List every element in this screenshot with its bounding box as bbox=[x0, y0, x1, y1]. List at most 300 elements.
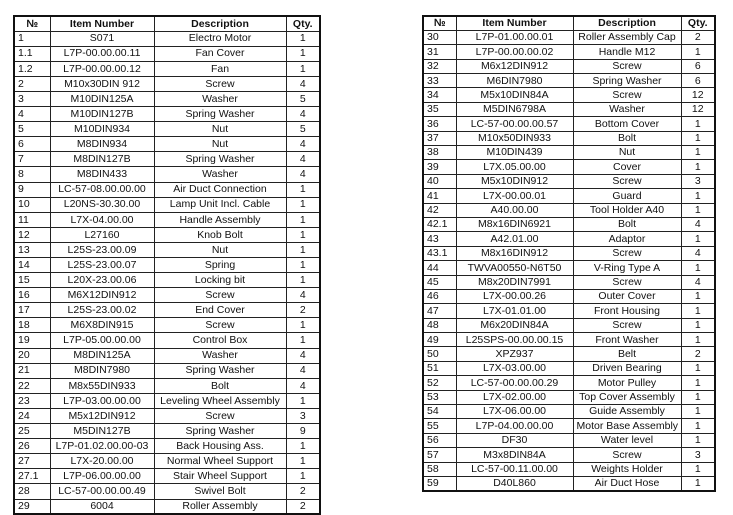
cell-item-number: M8x16DIN6921 bbox=[456, 217, 573, 231]
cell-item-number: L7P-00.00.00.12 bbox=[50, 61, 154, 76]
cell-item-number: L25S-23.00.02 bbox=[50, 303, 154, 318]
cell-no: 33 bbox=[423, 74, 456, 88]
cell-description: Weights Holder bbox=[573, 462, 681, 476]
cell-description: Roller Assembly bbox=[154, 499, 286, 514]
cell-no: 58 bbox=[423, 462, 456, 476]
cell-item-number: LC-57-00.00.00.49 bbox=[50, 484, 154, 499]
cell-qty: 1 bbox=[681, 45, 715, 59]
cell-qty: 1 bbox=[286, 227, 320, 242]
table-row bbox=[14, 258, 320, 273]
table-row bbox=[423, 217, 715, 231]
cell-no: 26 bbox=[14, 439, 50, 454]
cell-description: Back Housing Ass. bbox=[154, 439, 286, 454]
cell-description: Spring Washer bbox=[154, 152, 286, 167]
cell-item-number: L7X-01.01.00 bbox=[456, 304, 573, 318]
cell-description: Spring Washer bbox=[154, 107, 286, 122]
cell-description: Roller Assembly Cap bbox=[573, 30, 681, 44]
header-qty: Qty. bbox=[286, 16, 320, 31]
cell-qty: 3 bbox=[681, 174, 715, 188]
cell-no: 49 bbox=[423, 333, 456, 347]
cell-qty: 1 bbox=[286, 212, 320, 227]
cell-qty: 4 bbox=[286, 378, 320, 393]
table-row bbox=[423, 419, 715, 433]
table-row bbox=[423, 261, 715, 275]
cell-qty: 1 bbox=[681, 419, 715, 433]
cell-item-number: M10x30DIN 912 bbox=[50, 76, 154, 91]
table-row bbox=[14, 318, 320, 333]
cell-description: Screw bbox=[154, 318, 286, 333]
table-row bbox=[14, 61, 320, 76]
cell-item-number: L20X-23.00.06 bbox=[50, 273, 154, 288]
cell-description: End Cover bbox=[154, 303, 286, 318]
cell-item-number: L7P-00.00.00.11 bbox=[50, 46, 154, 61]
table-row bbox=[14, 91, 320, 106]
cell-description: Washer bbox=[573, 102, 681, 116]
cell-item-number: L7P-04.00.00.00 bbox=[456, 419, 573, 433]
cell-item-number: DF30 bbox=[456, 433, 573, 447]
table-row bbox=[423, 347, 715, 361]
cell-description: Cover bbox=[573, 160, 681, 174]
cell-item-number: M8x55DIN933 bbox=[50, 378, 154, 393]
cell-no: 8 bbox=[14, 167, 50, 182]
cell-qty: 1 bbox=[681, 462, 715, 476]
cell-item-number: A42.01.00 bbox=[456, 232, 573, 246]
cell-no: 42.1 bbox=[423, 217, 456, 231]
cell-description: Control Box bbox=[154, 333, 286, 348]
cell-description: Screw bbox=[573, 275, 681, 289]
cell-description: Driven Bearing bbox=[573, 361, 681, 375]
cell-qty: 1 bbox=[681, 160, 715, 174]
table-row bbox=[423, 59, 715, 73]
cell-item-number: M8x20DIN7991 bbox=[456, 275, 573, 289]
cell-item-number: L7X-20.00.00 bbox=[50, 454, 154, 469]
table-row bbox=[14, 348, 320, 363]
cell-no: 16 bbox=[14, 288, 50, 303]
cell-no: 43.1 bbox=[423, 246, 456, 260]
cell-description: Washer bbox=[154, 91, 286, 106]
cell-no: 22 bbox=[14, 378, 50, 393]
header-item-number: Item Number bbox=[50, 16, 154, 31]
cell-qty: 1 bbox=[681, 232, 715, 246]
cell-description: Air Duct Hose bbox=[573, 477, 681, 491]
cell-no: 52 bbox=[423, 376, 456, 390]
cell-description: Lamp Unit Incl. Cable bbox=[154, 197, 286, 212]
cell-qty: 4 bbox=[286, 363, 320, 378]
table-row bbox=[423, 88, 715, 102]
cell-description: Spring bbox=[154, 258, 286, 273]
cell-description: Swivel Bolt bbox=[154, 484, 286, 499]
cell-qty: 4 bbox=[286, 348, 320, 363]
header-no: № bbox=[423, 16, 456, 30]
cell-no: 27 bbox=[14, 454, 50, 469]
table-row bbox=[14, 197, 320, 212]
table-row bbox=[14, 242, 320, 257]
cell-item-number: M10DIN934 bbox=[50, 122, 154, 137]
header-description: Description bbox=[573, 16, 681, 30]
cell-no: 48 bbox=[423, 318, 456, 332]
cell-no: 34 bbox=[423, 88, 456, 102]
cell-qty: 1 bbox=[286, 46, 320, 61]
cell-no: 42 bbox=[423, 203, 456, 217]
cell-qty: 1 bbox=[286, 318, 320, 333]
cell-no: 21 bbox=[14, 363, 50, 378]
table-row bbox=[423, 45, 715, 59]
cell-no: 9 bbox=[14, 182, 50, 197]
cell-description: Screw bbox=[154, 408, 286, 423]
cell-qty: 6 bbox=[681, 59, 715, 73]
cell-item-number: L7X-04.00.00 bbox=[50, 212, 154, 227]
cell-no: 12 bbox=[14, 227, 50, 242]
cell-no: 30 bbox=[423, 30, 456, 44]
cell-qty: 1 bbox=[286, 439, 320, 454]
cell-qty: 1 bbox=[681, 289, 715, 303]
cell-qty: 1 bbox=[681, 203, 715, 217]
cell-qty: 1 bbox=[286, 197, 320, 212]
cell-no: 55 bbox=[423, 419, 456, 433]
table-row bbox=[14, 273, 320, 288]
cell-item-number: XPZ937 bbox=[456, 347, 573, 361]
cell-no: 45 bbox=[423, 275, 456, 289]
cell-description: Knob Bolt bbox=[154, 227, 286, 242]
cell-no: 17 bbox=[14, 303, 50, 318]
table-row bbox=[423, 361, 715, 375]
cell-no: 18 bbox=[14, 318, 50, 333]
cell-qty: 1 bbox=[681, 361, 715, 375]
cell-description: Top Cover Assembly bbox=[573, 390, 681, 404]
cell-item-number: M6X8DIN915 bbox=[50, 318, 154, 333]
cell-no: 7 bbox=[14, 152, 50, 167]
cell-no: 13 bbox=[14, 242, 50, 257]
cell-description: Handle M12 bbox=[573, 45, 681, 59]
cell-qty: 2 bbox=[286, 303, 320, 318]
table-row bbox=[423, 448, 715, 462]
cell-item-number: LC-57-00.11.00.00 bbox=[456, 462, 573, 476]
cell-description: Washer bbox=[154, 167, 286, 182]
cell-description: Screw bbox=[573, 174, 681, 188]
cell-qty: 1 bbox=[681, 304, 715, 318]
table-row bbox=[423, 477, 715, 491]
cell-description: Air Duct Connection bbox=[154, 182, 286, 197]
cell-description: Guide Assembly bbox=[573, 405, 681, 419]
cell-qty: 1 bbox=[681, 477, 715, 491]
cell-no: 32 bbox=[423, 59, 456, 73]
cell-qty: 1 bbox=[681, 433, 715, 447]
cell-description: Tool Holder A40 bbox=[573, 203, 681, 217]
table-row bbox=[423, 102, 715, 116]
table-row bbox=[14, 122, 320, 137]
cell-item-number: L27160 bbox=[50, 227, 154, 242]
cell-description: Normal Wheel Support bbox=[154, 454, 286, 469]
cell-item-number: M10DIN127B bbox=[50, 107, 154, 122]
cell-description: Spring Washer bbox=[573, 74, 681, 88]
cell-no: 1.2 bbox=[14, 61, 50, 76]
cell-qty: 3 bbox=[286, 408, 320, 423]
cell-item-number: L7P-06.00.00.00 bbox=[50, 469, 154, 484]
cell-description: Spring Washer bbox=[154, 424, 286, 439]
cell-item-number: M5x12DIN912 bbox=[50, 408, 154, 423]
table-row bbox=[14, 288, 320, 303]
cell-description: Screw bbox=[154, 288, 286, 303]
cell-qty: 1 bbox=[286, 182, 320, 197]
table-row bbox=[14, 408, 320, 423]
cell-description: Fan Cover bbox=[154, 46, 286, 61]
cell-description: Screw bbox=[573, 318, 681, 332]
cell-qty: 1 bbox=[681, 318, 715, 332]
cell-item-number: TWVA00550-N6T50 bbox=[456, 261, 573, 275]
cell-qty: 1 bbox=[681, 333, 715, 347]
cell-qty: 1 bbox=[681, 117, 715, 131]
cell-item-number: M10x50DIN933 bbox=[456, 131, 573, 145]
cell-description: Handle Assembly bbox=[154, 212, 286, 227]
cell-no: 59 bbox=[423, 477, 456, 491]
cell-qty: 1 bbox=[681, 189, 715, 203]
cell-no: 28 bbox=[14, 484, 50, 499]
cell-description: Motor Pulley bbox=[573, 376, 681, 390]
cell-no: 37 bbox=[423, 131, 456, 145]
cell-no: 19 bbox=[14, 333, 50, 348]
table-row bbox=[423, 203, 715, 217]
cell-qty: 1 bbox=[286, 31, 320, 46]
cell-qty: 1 bbox=[286, 258, 320, 273]
cell-item-number: M5x10DIN912 bbox=[456, 174, 573, 188]
cell-item-number: LC-57-00.00.00.57 bbox=[456, 117, 573, 131]
table-row bbox=[14, 152, 320, 167]
table-row bbox=[423, 376, 715, 390]
cell-no: 11 bbox=[14, 212, 50, 227]
cell-item-number: LC-57-00.00.00.29 bbox=[456, 376, 573, 390]
table-row bbox=[14, 499, 320, 514]
table-row bbox=[423, 117, 715, 131]
cell-item-number: L7X-00.00.26 bbox=[456, 289, 573, 303]
cell-item-number: L7P-00.00.00.02 bbox=[456, 45, 573, 59]
cell-qty: 4 bbox=[681, 275, 715, 289]
cell-qty: 4 bbox=[286, 76, 320, 91]
cell-qty: 5 bbox=[286, 122, 320, 137]
cell-item-number: M10DIN125A bbox=[50, 91, 154, 106]
cell-qty: 1 bbox=[286, 61, 320, 76]
table-row bbox=[423, 304, 715, 318]
table-row bbox=[14, 31, 320, 46]
table-header-row bbox=[423, 16, 715, 30]
table-row bbox=[423, 189, 715, 203]
table-row bbox=[423, 462, 715, 476]
cell-no: 29 bbox=[14, 499, 50, 514]
cell-no: 20 bbox=[14, 348, 50, 363]
cell-qty: 1 bbox=[681, 390, 715, 404]
cell-item-number: M8DIN127B bbox=[50, 152, 154, 167]
table-row bbox=[14, 363, 320, 378]
table-row bbox=[14, 378, 320, 393]
cell-item-number: LC-57-08.00.00.00 bbox=[50, 182, 154, 197]
cell-item-number: L7X-02.00.00 bbox=[456, 390, 573, 404]
cell-qty: 1 bbox=[681, 146, 715, 160]
cell-item-number: L25S-23.00.07 bbox=[50, 258, 154, 273]
cell-qty: 1 bbox=[286, 469, 320, 484]
cell-description: Stair Wheel Support bbox=[154, 469, 286, 484]
table-row bbox=[14, 469, 320, 484]
cell-no: 1.1 bbox=[14, 46, 50, 61]
cell-qty: 4 bbox=[286, 288, 320, 303]
cell-description: Front Washer bbox=[573, 333, 681, 347]
cell-qty: 1 bbox=[681, 131, 715, 145]
cell-no: 50 bbox=[423, 347, 456, 361]
table-row bbox=[423, 160, 715, 174]
cell-qty: 2 bbox=[681, 347, 715, 361]
table-row bbox=[14, 424, 320, 439]
cell-description: Nut bbox=[573, 146, 681, 160]
table-row bbox=[14, 46, 320, 61]
cell-item-number: M3x8DIN84A bbox=[456, 448, 573, 462]
cell-qty: 3 bbox=[681, 448, 715, 462]
cell-item-number: L25S-23.00.09 bbox=[50, 242, 154, 257]
cell-no: 15 bbox=[14, 273, 50, 288]
cell-description: Outer Cover bbox=[573, 289, 681, 303]
table-row bbox=[14, 303, 320, 318]
cell-no: 46 bbox=[423, 289, 456, 303]
header-description: Description bbox=[154, 16, 286, 31]
cell-no: 57 bbox=[423, 448, 456, 462]
table-row bbox=[423, 246, 715, 260]
cell-description: Nut bbox=[154, 137, 286, 152]
cell-description: Nut bbox=[154, 122, 286, 137]
cell-item-number: M10DIN439 bbox=[456, 146, 573, 160]
cell-no: 40 bbox=[423, 174, 456, 188]
cell-item-number: L7X-03.00.00 bbox=[456, 361, 573, 375]
cell-qty: 1 bbox=[286, 242, 320, 257]
cell-no: 36 bbox=[423, 117, 456, 131]
table-row bbox=[423, 333, 715, 347]
cell-item-number: L7X-00.00.01 bbox=[456, 189, 573, 203]
table-row bbox=[14, 393, 320, 408]
cell-no: 10 bbox=[14, 197, 50, 212]
cell-description: Screw bbox=[573, 448, 681, 462]
cell-qty: 1 bbox=[681, 405, 715, 419]
cell-item-number: L7P-01.00.00.01 bbox=[456, 30, 573, 44]
cell-item-number: M5DIN6798A bbox=[456, 102, 573, 116]
cell-description: Electro Motor bbox=[154, 31, 286, 46]
cell-qty: 4 bbox=[681, 217, 715, 231]
table-row bbox=[423, 275, 715, 289]
cell-description: Water level bbox=[573, 433, 681, 447]
table-header-row bbox=[14, 16, 320, 31]
cell-no: 27.1 bbox=[14, 469, 50, 484]
table-row bbox=[423, 74, 715, 88]
cell-item-number: L7X-06.00.00 bbox=[456, 405, 573, 419]
cell-no: 24 bbox=[14, 408, 50, 423]
table-row bbox=[423, 174, 715, 188]
cell-description: Bolt bbox=[573, 131, 681, 145]
cell-item-number: M8x16DIN912 bbox=[456, 246, 573, 260]
table-row bbox=[14, 484, 320, 499]
cell-description: Bottom Cover bbox=[573, 117, 681, 131]
cell-description: Screw bbox=[154, 76, 286, 91]
cell-item-number: M8DIN125A bbox=[50, 348, 154, 363]
cell-no: 14 bbox=[14, 258, 50, 273]
table-row bbox=[423, 390, 715, 404]
cell-no: 4 bbox=[14, 107, 50, 122]
cell-item-number: L7P-05.00.00.00 bbox=[50, 333, 154, 348]
cell-description: Nut bbox=[154, 242, 286, 257]
cell-no: 6 bbox=[14, 137, 50, 152]
cell-description: Leveling Wheel Assembly bbox=[154, 393, 286, 408]
table-row bbox=[14, 439, 320, 454]
cell-description: Adaptor bbox=[573, 232, 681, 246]
table-row bbox=[14, 227, 320, 242]
table-row bbox=[14, 454, 320, 469]
cell-item-number: M8DIN7980 bbox=[50, 363, 154, 378]
cell-qty: 1 bbox=[681, 261, 715, 275]
table-row bbox=[14, 182, 320, 197]
cell-description: Washer bbox=[154, 348, 286, 363]
cell-description: Belt bbox=[573, 347, 681, 361]
table-row bbox=[423, 232, 715, 246]
cell-description: V-Ring Type A bbox=[573, 261, 681, 275]
cell-item-number: L20NS-30.30.00 bbox=[50, 197, 154, 212]
table-row bbox=[423, 318, 715, 332]
cell-qty: 4 bbox=[286, 137, 320, 152]
cell-no: 41 bbox=[423, 189, 456, 203]
cell-description: Front Housing bbox=[573, 304, 681, 318]
table-row bbox=[14, 137, 320, 152]
cell-no: 35 bbox=[423, 102, 456, 116]
cell-qty: 1 bbox=[286, 273, 320, 288]
table-row bbox=[423, 131, 715, 145]
cell-no: 31 bbox=[423, 45, 456, 59]
cell-qty: 1 bbox=[286, 454, 320, 469]
cell-item-number: M6x20DIN84A bbox=[456, 318, 573, 332]
cell-item-number: L7P-01.02.00.00-03 bbox=[50, 439, 154, 454]
cell-qty: 4 bbox=[286, 152, 320, 167]
cell-no: 44 bbox=[423, 261, 456, 275]
cell-item-number: L7X.05.00.00 bbox=[456, 160, 573, 174]
cell-qty: 2 bbox=[286, 484, 320, 499]
cell-qty: 6 bbox=[681, 74, 715, 88]
cell-no: 51 bbox=[423, 361, 456, 375]
cell-item-number: S071 bbox=[50, 31, 154, 46]
cell-qty: 1 bbox=[286, 333, 320, 348]
cell-item-number: L25SPS-00.00.00.15 bbox=[456, 333, 573, 347]
table-row bbox=[423, 433, 715, 447]
cell-no: 25 bbox=[14, 424, 50, 439]
cell-description: Screw bbox=[573, 246, 681, 260]
cell-item-number: M8DIN934 bbox=[50, 137, 154, 152]
cell-qty: 4 bbox=[286, 167, 320, 182]
header-no: № bbox=[14, 16, 50, 31]
cell-item-number: M6x12DIN912 bbox=[456, 59, 573, 73]
cell-item-number: M8DIN433 bbox=[50, 167, 154, 182]
cell-no: 2 bbox=[14, 76, 50, 91]
cell-no: 38 bbox=[423, 146, 456, 160]
cell-no: 5 bbox=[14, 122, 50, 137]
table-row bbox=[14, 333, 320, 348]
table-row bbox=[14, 212, 320, 227]
cell-no: 54 bbox=[423, 405, 456, 419]
cell-no: 47 bbox=[423, 304, 456, 318]
cell-qty: 9 bbox=[286, 424, 320, 439]
cell-item-number: L7P-03.00.00.00 bbox=[50, 393, 154, 408]
table-row bbox=[14, 107, 320, 122]
cell-no: 1 bbox=[14, 31, 50, 46]
cell-description: Motor Base Assembly bbox=[573, 419, 681, 433]
cell-description: Fan bbox=[154, 61, 286, 76]
cell-no: 23 bbox=[14, 393, 50, 408]
table-row bbox=[423, 405, 715, 419]
table-row bbox=[423, 30, 715, 44]
cell-qty: 1 bbox=[286, 393, 320, 408]
cell-qty: 5 bbox=[286, 91, 320, 106]
cell-description: Screw bbox=[573, 88, 681, 102]
cell-no: 53 bbox=[423, 390, 456, 404]
